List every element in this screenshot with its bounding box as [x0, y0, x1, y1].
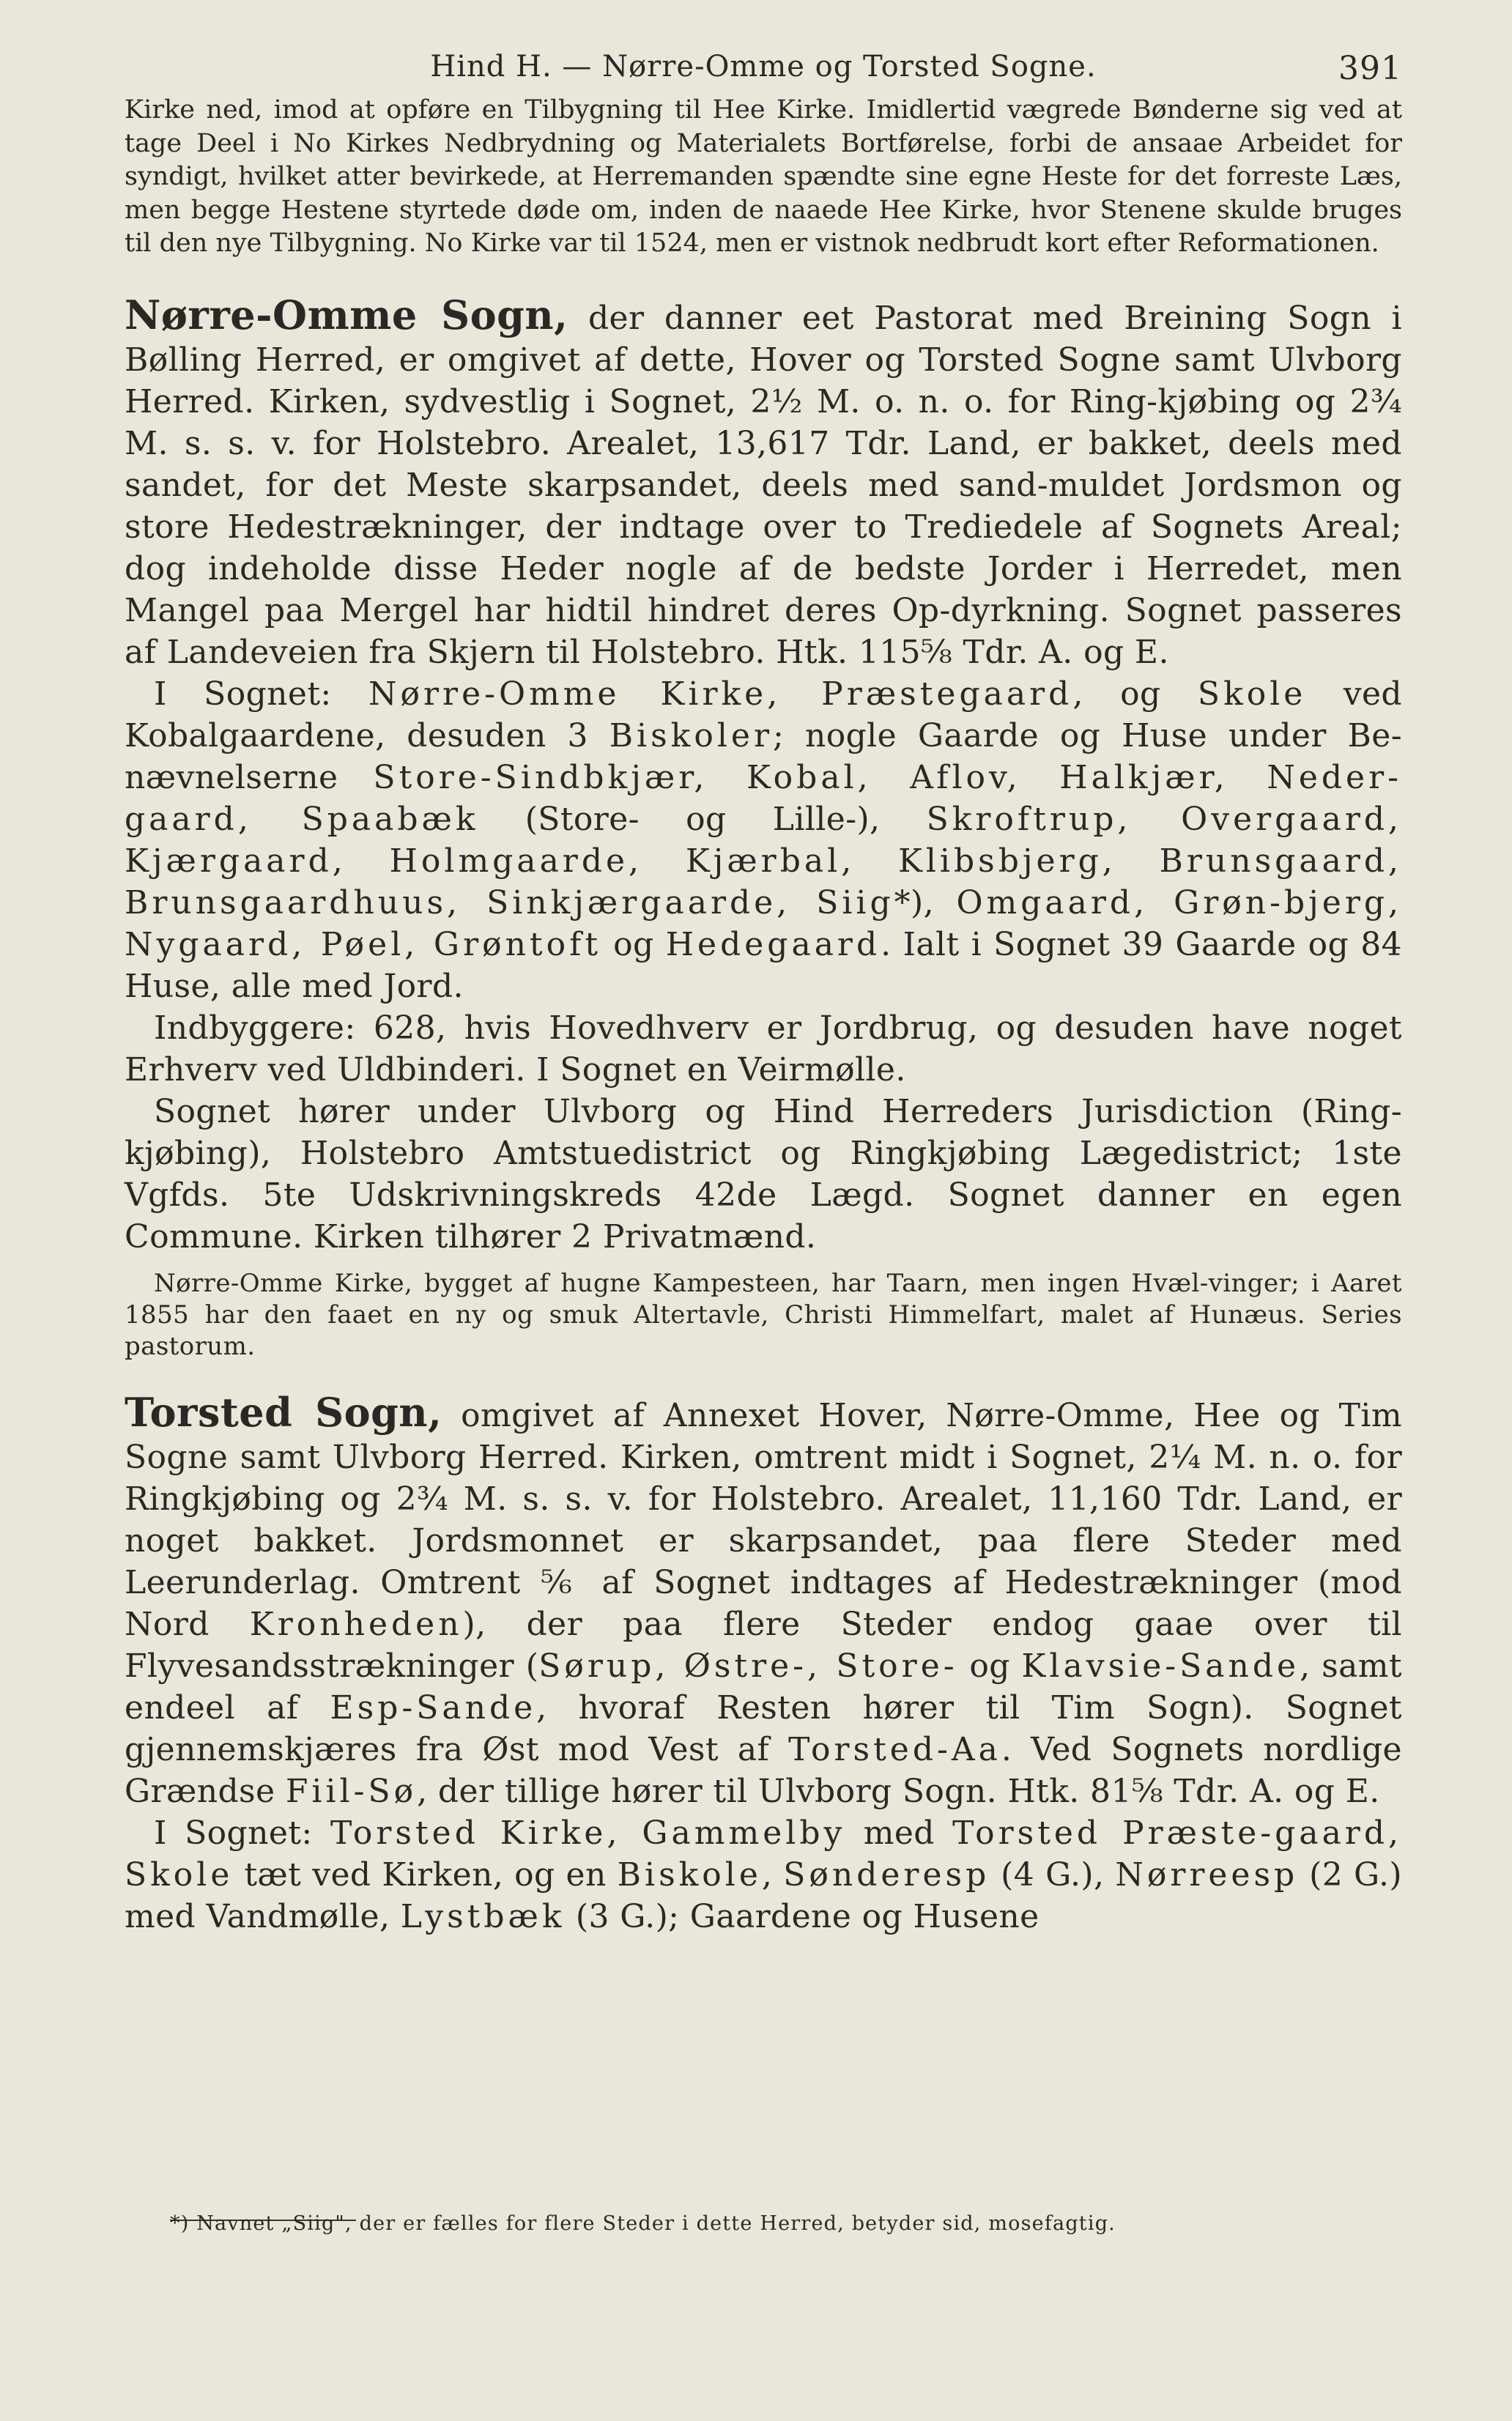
sections	[125, 291, 1403, 1938]
place-name: Nørreesp	[1115, 1855, 1299, 1894]
text-run: tæt ved Kirken, og en	[233, 1855, 618, 1894]
text-run: ,	[761, 1855, 784, 1894]
running-title: Hind H. — Nørre-Omme og Torsted Sogne.	[430, 50, 1097, 84]
place-name: Torsted Præste-gaard, Skole	[125, 1814, 1402, 1894]
place-name: Esp-Sande	[330, 1688, 537, 1727]
section-1	[125, 291, 1403, 1362]
text-run: . Ialt i Sognet 39 Gaarde og 84 Huse, alle med Jord.	[125, 925, 1402, 1005]
text-run: Sognet hører under Ulvborg og Hind Herreders Jurisdiction (Ring-kjøbing), Holstebro Amtstuedistrict og Ringkjøbing Lægedistrict; 1ste Vgfds. 5te Udskrivningskreds 42de Lægd. Sognet danner en egen Commune. Kirken tilhører 2 Privatmænd.	[125, 1092, 1402, 1256]
place-name: Kronheden	[249, 1605, 463, 1643]
paragraph	[125, 1812, 1402, 1938]
section-heading: Torsted Sogn,	[125, 1388, 442, 1436]
paragraph	[125, 673, 1402, 1007]
text-run: (Store- og Lille-),	[478, 800, 927, 838]
text-run: I Sognet:	[154, 1814, 330, 1852]
text-run: (4 G.),	[990, 1855, 1116, 1894]
place-name: Torsted-Aa	[788, 1730, 1001, 1768]
text-run: Nørre-Omme Kirke, bygget af hugne Kampesteen, har Taarn, men ingen Hvæl-vinger; i Aaret 1855 har den faaet en ny og smuk Altertavle, Christi Himmelfart, malet af Hunæus. Series pastorum.	[125, 1268, 1402, 1361]
text-run: , der tillige hører til Ulvborg Sogn. Htk. 81⅝ Tdr. A. og E.	[417, 1772, 1380, 1810]
text-run: og	[957, 1647, 1022, 1685]
section-2	[125, 1388, 1403, 1938]
place-name: Klavsie-Sande	[1021, 1647, 1300, 1685]
text-run: ), der paa flere Steder endog gaae over til Flyvesandsstrækninger (	[125, 1605, 1402, 1685]
text-run: ; nogle Gaarde og Huse under Be-nævnelserne	[125, 716, 1402, 796]
paragraph	[125, 1388, 1403, 1812]
text-run: , hvoraf Resten hører til Tim Sogn). Sognet gjennemskjæres fra Øst mod Vest af	[125, 1688, 1402, 1768]
running-header	[125, 42, 1402, 94]
paragraph	[125, 1007, 1402, 1091]
text-run: I Sognet:	[154, 675, 369, 713]
place-name: Sønderesp	[783, 1855, 990, 1894]
text-run: der danner eet Pastorat med Breining Sogn i Bølling Herred, er omgivet af dette, Hover og Torsted Sogne samt Ulvborg Herred. Kirken, sydvestlig i Sognet, 2½ M. o. n. o. for Ring-kjøbing og 2¾ M. s. s. v. for Holstebro. Arealet, 13,617 Tdr. Land, er bakket, deels med sandet, for det Meste skarpsandet, deels med sand-muldet Jordsmon og store Hedestrækninger, der indtage over to Trediedele af Sognets Areal; dog indeholde disse Heder nogle af de bedste Jorder i Herredet, men Mangel paa Mergel har hidtil hindret deres Op-dyrkning. Sognet passeres af Landeveien fra Skjern til Holstebro. Htk. 115⅝ Tdr. A. og E.	[125, 299, 1402, 671]
text-run: ved Kobalgaardene, desuden 3	[125, 675, 1402, 755]
text-run: (2 G.) med Vandmølle,	[125, 1855, 1402, 1935]
place-name: Sørup, Østre-, Store-	[538, 1647, 958, 1685]
page-number: 391	[1338, 50, 1402, 87]
paragraph	[125, 1091, 1402, 1258]
text-run: , samt endeel af	[125, 1647, 1403, 1727]
place-name: Skroftrup, Overgaard, Kjærgaard, Holmgaarde, Kjærbal, Klibsbjerg, Brunsgaard, Brunsgaardhuus, Sinkjærgaarde, Siig	[125, 800, 1402, 922]
paragraph	[125, 291, 1402, 673]
footnote: *) Navnet „Siig", der er fælles for flere Steder i dette Herred, betyder sid, mosefagtig.	[170, 2212, 1116, 2235]
place-name: Biskole	[617, 1855, 762, 1894]
intro-paragraph: Kirke ned, imod at opføre en Tilbygning til Hee Kirke. Imidlertid vægrede Bønderne sig ved at tage Deel i No Kirkes Nedbrydning og Materialets Bortførelse, forbi de ansaae Arbeidet for syndigt, hvilket atter bevirkede, at Herremanden spændte sine egne Heste for det forreste Læs, men begge Hestene styrtede døde om, inden de naaede Hee Kirke, hvor Stenene skulde bruges til den nye Tilbygning. No Kirke var til 1524, men er vistnok nedbrudt kort efter Reformationen.	[125, 95, 1402, 258]
church-note	[125, 1268, 1402, 1362]
place-name: Torsted Kirke, Gammelby	[330, 1814, 846, 1852]
place-name: Omgaard, Grøn-bjerg, Nygaard, Pøel, Grøntoft	[125, 883, 1403, 963]
section-heading: Nørre-Omme Sogn,	[125, 291, 568, 338]
place-name: Skole	[1197, 675, 1307, 713]
place-name: Nørre-Omme Kirke, Præstegaard	[368, 675, 1073, 713]
place-name: Lystbæk	[400, 1897, 566, 1935]
text-run: med	[845, 1814, 953, 1852]
text-run: Indbyggere: 628, hvis Hovedhverv er Jordbrug, og desuden have noget Erhverv ved Uldbinderi. I Sognet en Veirmølle.	[125, 1009, 1402, 1089]
text-run: og	[601, 925, 666, 963]
place-name: Hedegaard	[665, 925, 881, 963]
place-name: Store-Sindbkjær, Kobal, Aflov, Halkjær, Neder-gaard, Spaabæk	[125, 758, 1402, 838]
place-name: Biskoler	[609, 716, 773, 755]
text-run: . Ved Sognets nordlige Grændse	[125, 1730, 1402, 1810]
text-run: (3 G.); Gaardene og Husene	[565, 1897, 1040, 1935]
place-name: Fiil-Sø	[285, 1772, 418, 1810]
text-run: *),	[894, 883, 957, 922]
text-run: omgivet af Annexet Hover, Nørre-Omme, Hee og Tim Sogne samt Ulvborg Herred. Kirken, omtrent midt i Sognet, 2¼ M. n. o. for Ringkjøbing og 2¾ M. s. s. v. for Holstebro. Arealet, 11,160 Tdr. Land, er noget bakket. Jordsmonnet er skarpsandet, paa flere Steder med Leerunderlag. Omtrent ⅚ af Sognet indtages af Hedestrækninger (mod Nord	[125, 1396, 1403, 1643]
text-run: , og	[1072, 675, 1198, 713]
